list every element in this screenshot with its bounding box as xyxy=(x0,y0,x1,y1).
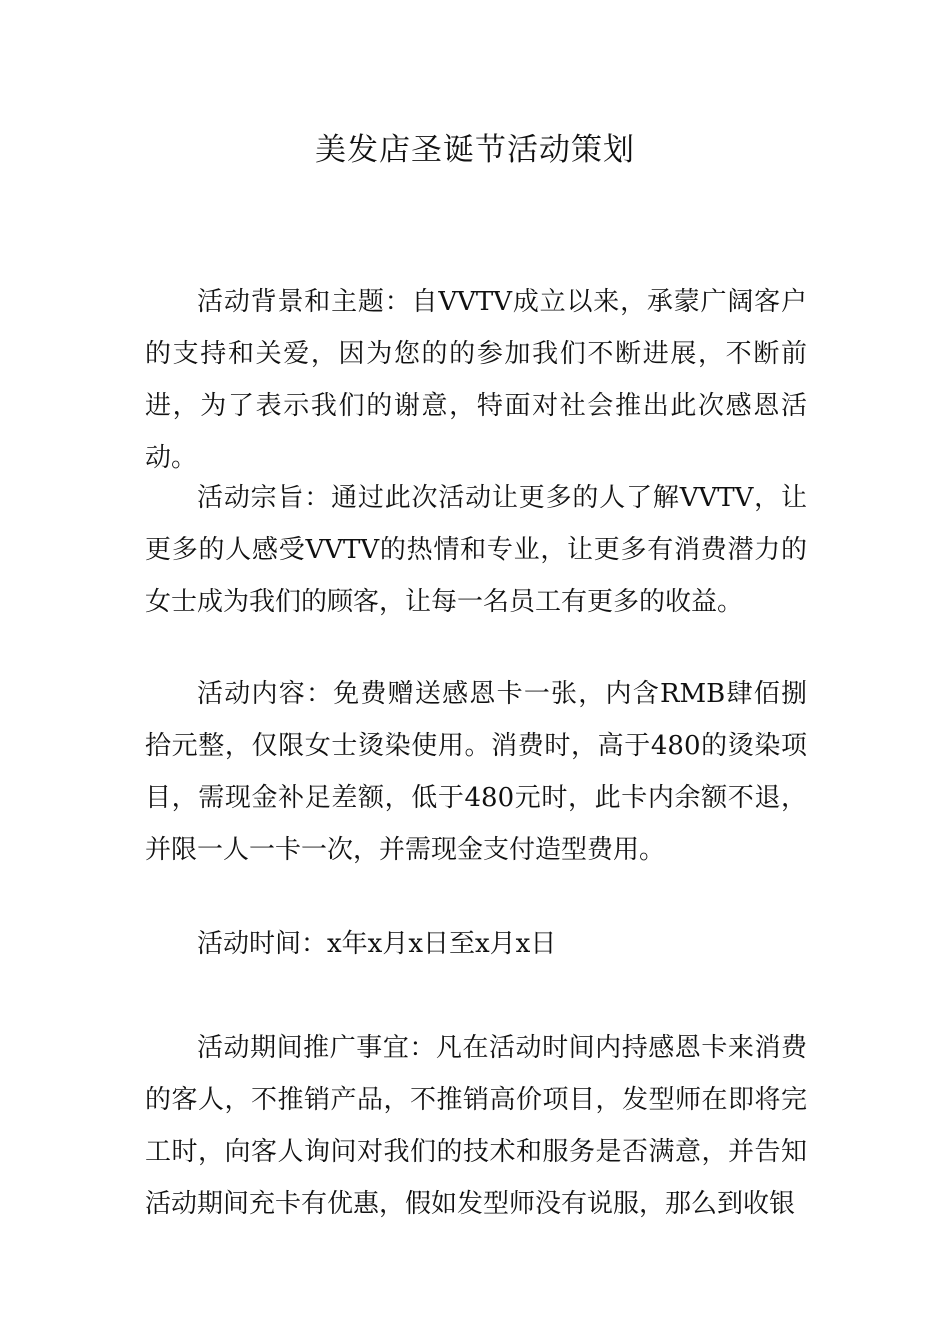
paragraph-background-theme: 活动背景和主题：自VVTV成立以来，承蒙广阔客户的支持和关爱，因为您的的参加我们不断进展，不断前进，为了表示我们的谢意，特面对社会推出此次感恩活动。 xyxy=(145,287,807,473)
paragraph-content: 活动内容：免费赠送感恩卡一张，内含RMB肆佰捌拾元整，仅限女士烫染使用。消费时，高于480的烫染项目，需现金补足差额，低于480元时，此卡内余额不退，并限一人一卡一次，并需现金支付造型费用。 xyxy=(145,679,807,865)
paragraph-purpose: 活动宗旨：通过此次活动让更多的人了解VVTV，让更多的人感受VVTV的热情和专业，让更多有消费潜力的女士成为我们的顾客，让每一名员工有更多的收益。 xyxy=(145,483,807,617)
paragraph-promotion: 活动期间推广事宜：凡在活动时间内持感恩卡来消费的客人，不推销产品，不推销高价项目，发型师在即将完工时，向客人询问对我们的技术和服务是否满意，并告知活动期间充卡有优惠，假如发型师没有说服，那么到收银 xyxy=(145,1033,807,1219)
document-title: 美发店圣诞节活动策划 xyxy=(315,132,635,168)
paragraph-time: 活动时间：x年x月x日至x月x日 xyxy=(197,929,557,959)
